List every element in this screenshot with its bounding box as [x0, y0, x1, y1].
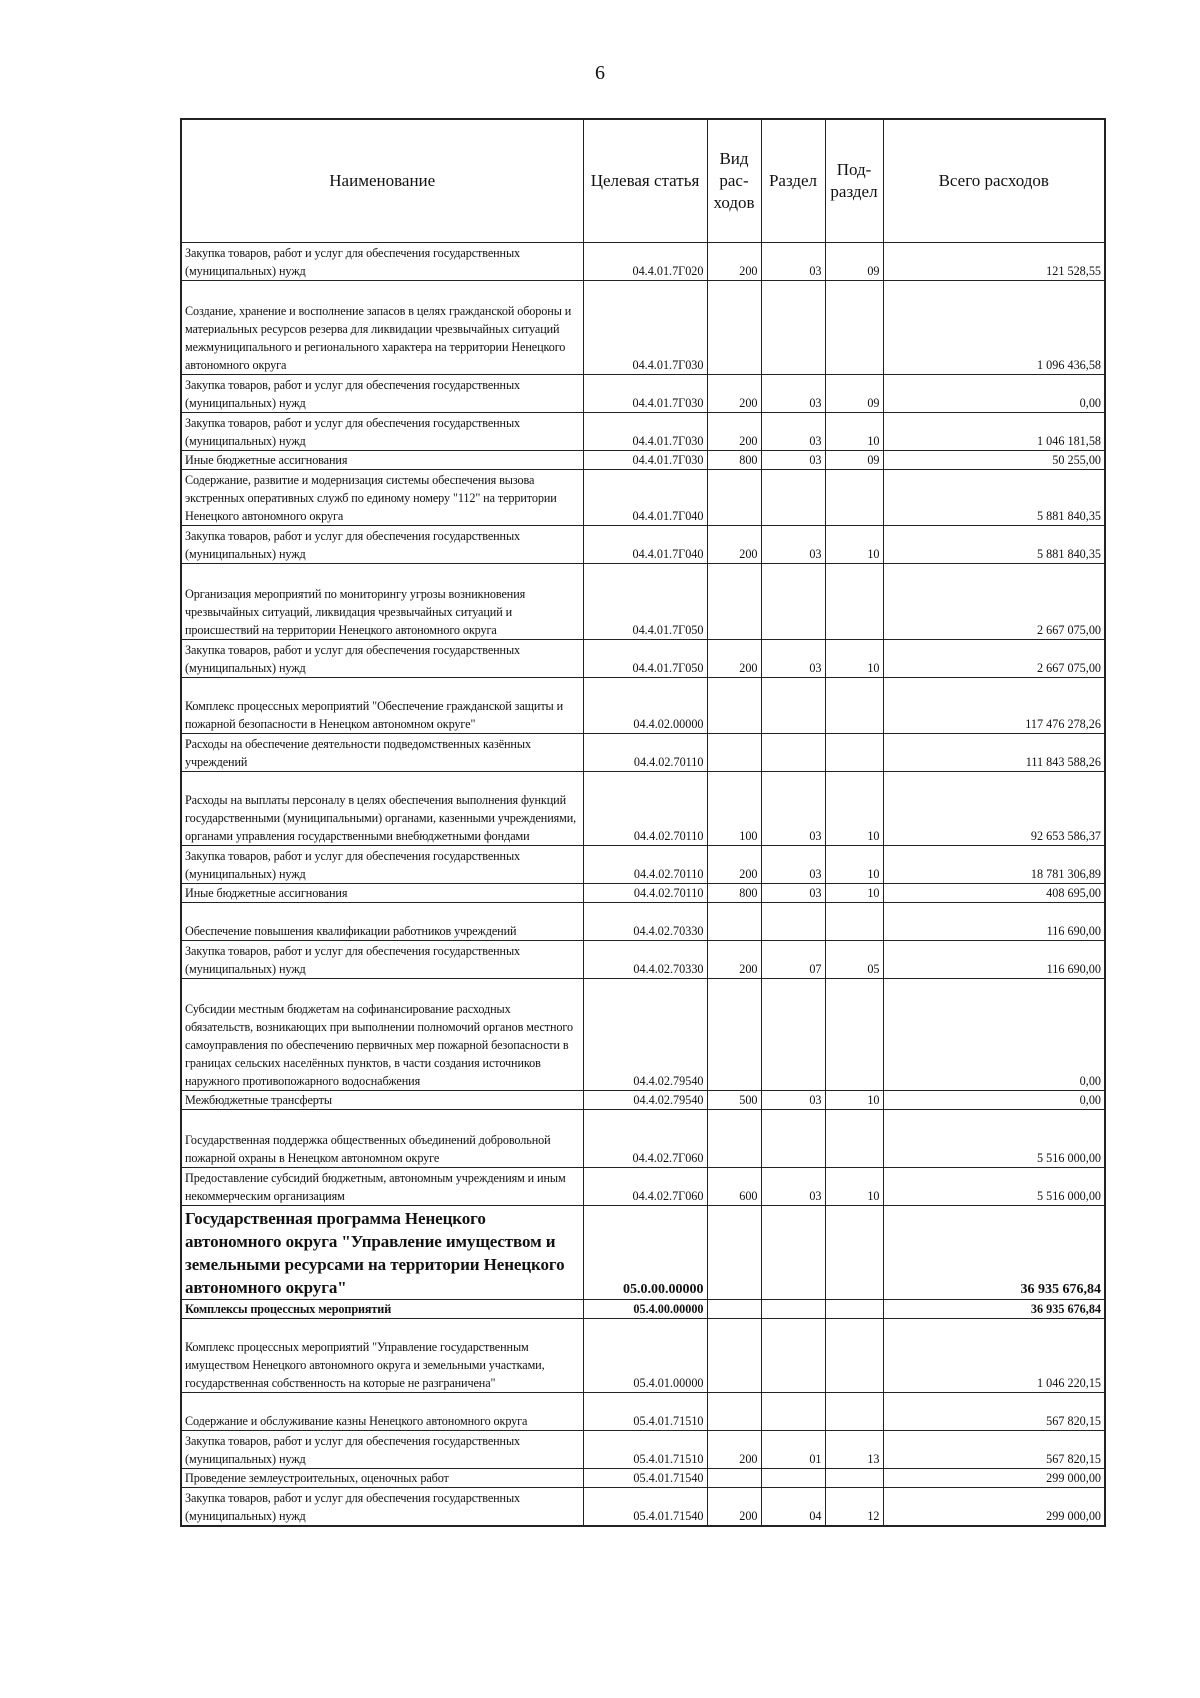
table-row: [181, 678, 1105, 734]
row-subsection: 13: [825, 1431, 883, 1469]
header-section: Раздел: [761, 119, 825, 243]
table-row: [181, 734, 1105, 772]
row-expense-type: [707, 1206, 761, 1300]
table-row: [181, 1393, 1105, 1431]
table-row: [181, 846, 1105, 884]
row-subsection: [825, 470, 883, 526]
row-target-article: 04.4.02.70110: [583, 846, 707, 884]
row-target-article: 04.4.01.7Г050: [583, 564, 707, 640]
row-total: 5 516 000,00: [883, 1168, 1105, 1206]
row-expense-type: [707, 1110, 761, 1168]
row-subsection: 09: [825, 375, 883, 413]
row-expense-type: [707, 1393, 761, 1431]
row-total: 567 820,15: [883, 1431, 1105, 1469]
row-total: 2 667 075,00: [883, 564, 1105, 640]
row-section: [761, 1319, 825, 1393]
row-total: 5 881 840,35: [883, 470, 1105, 526]
row-subsection: [825, 979, 883, 1091]
row-section: [761, 678, 825, 734]
row-subsection: [825, 564, 883, 640]
row-subsection: [825, 1469, 883, 1488]
row-target-article: 04.4.02.70110: [583, 734, 707, 772]
table-row: [181, 243, 1105, 281]
table-header-row: [181, 119, 1105, 243]
row-name: Проведение землеустроительных, оценочных работ: [181, 1469, 583, 1488]
row-expense-type: 200: [707, 1431, 761, 1469]
row-section: 03: [761, 1091, 825, 1110]
row-section: 03: [761, 413, 825, 451]
row-subsection: 10: [825, 640, 883, 678]
row-name: Субсидии местным бюджетам на софинансирование расходных обязательств, возникающих при выполнении полномочий органов местного самоуправления по обеспечению первичных мер пожарной безопасности в границах сельских населённых пунктов, в части создания источников наружного противопожарного водоснабжения: [181, 979, 583, 1091]
row-expense-type: 200: [707, 846, 761, 884]
page-number: 6: [595, 62, 605, 84]
header-subsection: Под-раздел: [825, 119, 883, 243]
row-total: 116 690,00: [883, 941, 1105, 979]
row-target-article: 04.4.01.7Г030: [583, 375, 707, 413]
row-section: 03: [761, 375, 825, 413]
row-target-article: 04.4.02.79540: [583, 979, 707, 1091]
row-subsection: 09: [825, 243, 883, 281]
table-row: [181, 564, 1105, 640]
row-name: Создание, хранение и восполнение запасов в целях гражданской обороны и материальных ресурсов резерва для ликвидации чрезвычайных ситуаций межмуниципального и регионального характера на территории Ненецкого автономного округа: [181, 281, 583, 375]
row-target-article: 05.4.01.00000: [583, 1319, 707, 1393]
row-subsection: 10: [825, 1091, 883, 1110]
header-total-expenses: Всего расходов: [883, 119, 1105, 243]
row-name: Закупка товаров, работ и услуг для обеспечения государственных (муниципальных) нужд: [181, 1488, 583, 1526]
row-total: 92 653 586,37: [883, 772, 1105, 846]
row-total: 567 820,15: [883, 1393, 1105, 1431]
row-target-article: 04.4.01.7Г030: [583, 413, 707, 451]
row-total: 408 695,00: [883, 884, 1105, 903]
row-subsection: 10: [825, 884, 883, 903]
row-name: Закупка товаров, работ и услуг для обеспечения государственных (муниципальных) нужд: [181, 375, 583, 413]
row-name: Государственная программа Ненецкого автономного округа "Управление имуществом и земельными ресурсами на территории Ненецкого автономного округа": [181, 1206, 583, 1300]
row-expense-type: [707, 281, 761, 375]
row-target-article: 04.4.01.7Г050: [583, 640, 707, 678]
header-expense-type: Вид рас-ходов: [707, 119, 761, 243]
row-expense-type: [707, 734, 761, 772]
row-section: [761, 1300, 825, 1319]
row-subsection: 12: [825, 1488, 883, 1526]
row-section: [761, 979, 825, 1091]
row-expense-type: 200: [707, 243, 761, 281]
row-name: Содержание и обслуживание казны Ненецкого автономного округа: [181, 1393, 583, 1431]
row-subsection: 05: [825, 941, 883, 979]
table-row: [181, 772, 1105, 846]
table-row: [181, 1488, 1105, 1526]
row-subsection: [825, 678, 883, 734]
row-subsection: 10: [825, 526, 883, 564]
table-row: [181, 979, 1105, 1091]
row-section: [761, 903, 825, 941]
row-target-article: 04.4.01.7Г030: [583, 451, 707, 470]
row-expense-type: [707, 979, 761, 1091]
row-target-article: 05.4.01.71540: [583, 1488, 707, 1526]
table-row: [181, 470, 1105, 526]
row-name: Расходы на обеспечение деятельности подведомственных казённых учреждений: [181, 734, 583, 772]
row-name: Закупка товаров, работ и услуг для обеспечения государственных (муниципальных) нужд: [181, 413, 583, 451]
row-subsection: [825, 734, 883, 772]
table-row: [181, 1300, 1105, 1319]
row-name: Закупка товаров, работ и услуг для обеспечения государственных (муниципальных) нужд: [181, 243, 583, 281]
row-name: Закупка товаров, работ и услуг для обеспечения государственных (муниципальных) нужд: [181, 941, 583, 979]
row-expense-type: [707, 1469, 761, 1488]
row-name: Содержание, развитие и модернизация системы обеспечения вызова экстренных оперативных служб по единому номеру "112" на территории Ненецкого автономного округа: [181, 470, 583, 526]
row-total: 0,00: [883, 1091, 1105, 1110]
row-total: 36 935 676,84: [883, 1206, 1105, 1300]
row-target-article: 04.4.02.7Г060: [583, 1110, 707, 1168]
table-body: [181, 243, 1105, 1526]
row-section: 03: [761, 243, 825, 281]
table-row: [181, 1168, 1105, 1206]
row-expense-type: [707, 1300, 761, 1319]
table-row: [181, 1206, 1105, 1300]
row-total: 50 255,00: [883, 451, 1105, 470]
row-section: 01: [761, 1431, 825, 1469]
budget-table: [180, 118, 1106, 1527]
row-total: 121 528,55: [883, 243, 1105, 281]
row-total: 2 667 075,00: [883, 640, 1105, 678]
row-section: 03: [761, 1168, 825, 1206]
row-name: Иные бюджетные ассигнования: [181, 451, 583, 470]
row-target-article: 05.0.00.00000: [583, 1206, 707, 1300]
row-target-article: 05.4.01.71540: [583, 1469, 707, 1488]
row-name: Комплексы процессных мероприятий: [181, 1300, 583, 1319]
row-name: Закупка товаров, работ и услуг для обеспечения государственных (муниципальных) нужд: [181, 640, 583, 678]
row-target-article: 04.4.01.7Г040: [583, 526, 707, 564]
row-subsection: 10: [825, 413, 883, 451]
row-name: Закупка товаров, работ и услуг для обеспечения государственных (муниципальных) нужд: [181, 1431, 583, 1469]
row-total: 36 935 676,84: [883, 1300, 1105, 1319]
row-section: [761, 734, 825, 772]
row-subsection: 10: [825, 1168, 883, 1206]
row-section: [761, 564, 825, 640]
row-target-article: 04.4.02.70330: [583, 941, 707, 979]
row-section: 03: [761, 884, 825, 903]
row-subsection: [825, 1393, 883, 1431]
row-expense-type: [707, 1319, 761, 1393]
row-target-article: 04.4.02.70110: [583, 772, 707, 846]
row-expense-type: 600: [707, 1168, 761, 1206]
row-expense-type: 200: [707, 413, 761, 451]
row-subsection: [825, 1300, 883, 1319]
row-total: 299 000,00: [883, 1469, 1105, 1488]
row-section: [761, 1206, 825, 1300]
row-subsection: [825, 903, 883, 941]
row-expense-type: 200: [707, 941, 761, 979]
row-total: 299 000,00: [883, 1488, 1105, 1526]
row-subsection: [825, 281, 883, 375]
row-name: Закупка товаров, работ и услуг для обеспечения государственных (муниципальных) нужд: [181, 526, 583, 564]
row-subsection: [825, 1319, 883, 1393]
row-name: Организация мероприятий по мониторингу угрозы возникновения чрезвычайных ситуаций, ликвидация чрезвычайных ситуаций и происшествий на территории Ненецкого автономного округа: [181, 564, 583, 640]
table-row: [181, 281, 1105, 375]
row-target-article: 04.4.02.00000: [583, 678, 707, 734]
table-row: [181, 884, 1105, 903]
row-name: Комплекс процессных мероприятий "Обеспечение гражданской защиты и пожарной безопасности в Ненецком автономном округе": [181, 678, 583, 734]
row-section: [761, 470, 825, 526]
row-target-article: 04.4.02.7Г060: [583, 1168, 707, 1206]
row-section: 03: [761, 526, 825, 564]
table-row: [181, 526, 1105, 564]
table-row: [181, 1091, 1105, 1110]
table-row: [181, 451, 1105, 470]
row-target-article: 04.4.01.7Г020: [583, 243, 707, 281]
row-total: 0,00: [883, 375, 1105, 413]
row-expense-type: [707, 678, 761, 734]
header-name: Наименование: [181, 119, 583, 243]
row-target-article: 04.4.01.7Г030: [583, 281, 707, 375]
row-target-article: 05.4.01.71510: [583, 1431, 707, 1469]
row-expense-type: 500: [707, 1091, 761, 1110]
table-row: [181, 413, 1105, 451]
table-row: [181, 1431, 1105, 1469]
row-section: [761, 1393, 825, 1431]
row-total: 116 690,00: [883, 903, 1105, 941]
row-total: 18 781 306,89: [883, 846, 1105, 884]
row-total: 5 881 840,35: [883, 526, 1105, 564]
row-name: Предоставление субсидий бюджетным, автономным учреждениям и иным некоммерческим организациям: [181, 1168, 583, 1206]
row-subsection: [825, 1110, 883, 1168]
row-section: 03: [761, 451, 825, 470]
row-expense-type: [707, 470, 761, 526]
row-name: Комплекс процессных мероприятий "Управление государственным имуществом Ненецкого автономного округа и земельными участками, государственная собственность на которые не разграничена": [181, 1319, 583, 1393]
table-row: [181, 941, 1105, 979]
row-target-article: 04.4.02.70330: [583, 903, 707, 941]
row-target-article: 04.4.02.70110: [583, 884, 707, 903]
row-name: Иные бюджетные ассигнования: [181, 884, 583, 903]
row-section: 03: [761, 772, 825, 846]
row-expense-type: 200: [707, 375, 761, 413]
row-expense-type: 200: [707, 526, 761, 564]
row-section: [761, 1469, 825, 1488]
row-name: Межбюджетные трансферты: [181, 1091, 583, 1110]
row-expense-type: 200: [707, 640, 761, 678]
table-row: [181, 903, 1105, 941]
row-total: 1 046 220,15: [883, 1319, 1105, 1393]
row-expense-type: 800: [707, 884, 761, 903]
header-target-article: Целевая статья: [583, 119, 707, 243]
row-expense-type: 100: [707, 772, 761, 846]
row-subsection: 10: [825, 846, 883, 884]
table-row: [181, 375, 1105, 413]
row-expense-type: [707, 564, 761, 640]
row-section: 03: [761, 846, 825, 884]
row-expense-type: 200: [707, 1488, 761, 1526]
row-expense-type: [707, 903, 761, 941]
row-subsection: 10: [825, 772, 883, 846]
row-subsection: 09: [825, 451, 883, 470]
row-name: Государственная поддержка общественных объединений добровольной пожарной охраны в Ненецком автономном округе: [181, 1110, 583, 1168]
row-section: [761, 281, 825, 375]
row-section: 07: [761, 941, 825, 979]
row-target-article: 05.4.00.00000: [583, 1300, 707, 1319]
row-expense-type: 800: [707, 451, 761, 470]
row-subsection: [825, 1206, 883, 1300]
row-total: 1 046 181,58: [883, 413, 1105, 451]
row-total: 0,00: [883, 979, 1105, 1091]
table-row: [181, 1319, 1105, 1393]
table-row: [181, 640, 1105, 678]
row-name: Расходы на выплаты персоналу в целях обеспечения выполнения функций государственными (муниципальными) органами, казенными учреждениями, органами управления государственными внебюджетными фондами: [181, 772, 583, 846]
row-total: 1 096 436,58: [883, 281, 1105, 375]
row-total: 117 476 278,26: [883, 678, 1105, 734]
row-section: [761, 1110, 825, 1168]
row-target-article: 04.4.02.79540: [583, 1091, 707, 1110]
row-target-article: 05.4.01.71510: [583, 1393, 707, 1431]
row-section: 04: [761, 1488, 825, 1526]
row-name: Закупка товаров, работ и услуг для обеспечения государственных (муниципальных) нужд: [181, 846, 583, 884]
row-section: 03: [761, 640, 825, 678]
row-name: Обеспечение повышения квалификации работников учреждений: [181, 903, 583, 941]
table-row: [181, 1110, 1105, 1168]
row-total: 5 516 000,00: [883, 1110, 1105, 1168]
row-target-article: 04.4.01.7Г040: [583, 470, 707, 526]
row-total: 111 843 588,26: [883, 734, 1105, 772]
table-row: [181, 1469, 1105, 1488]
